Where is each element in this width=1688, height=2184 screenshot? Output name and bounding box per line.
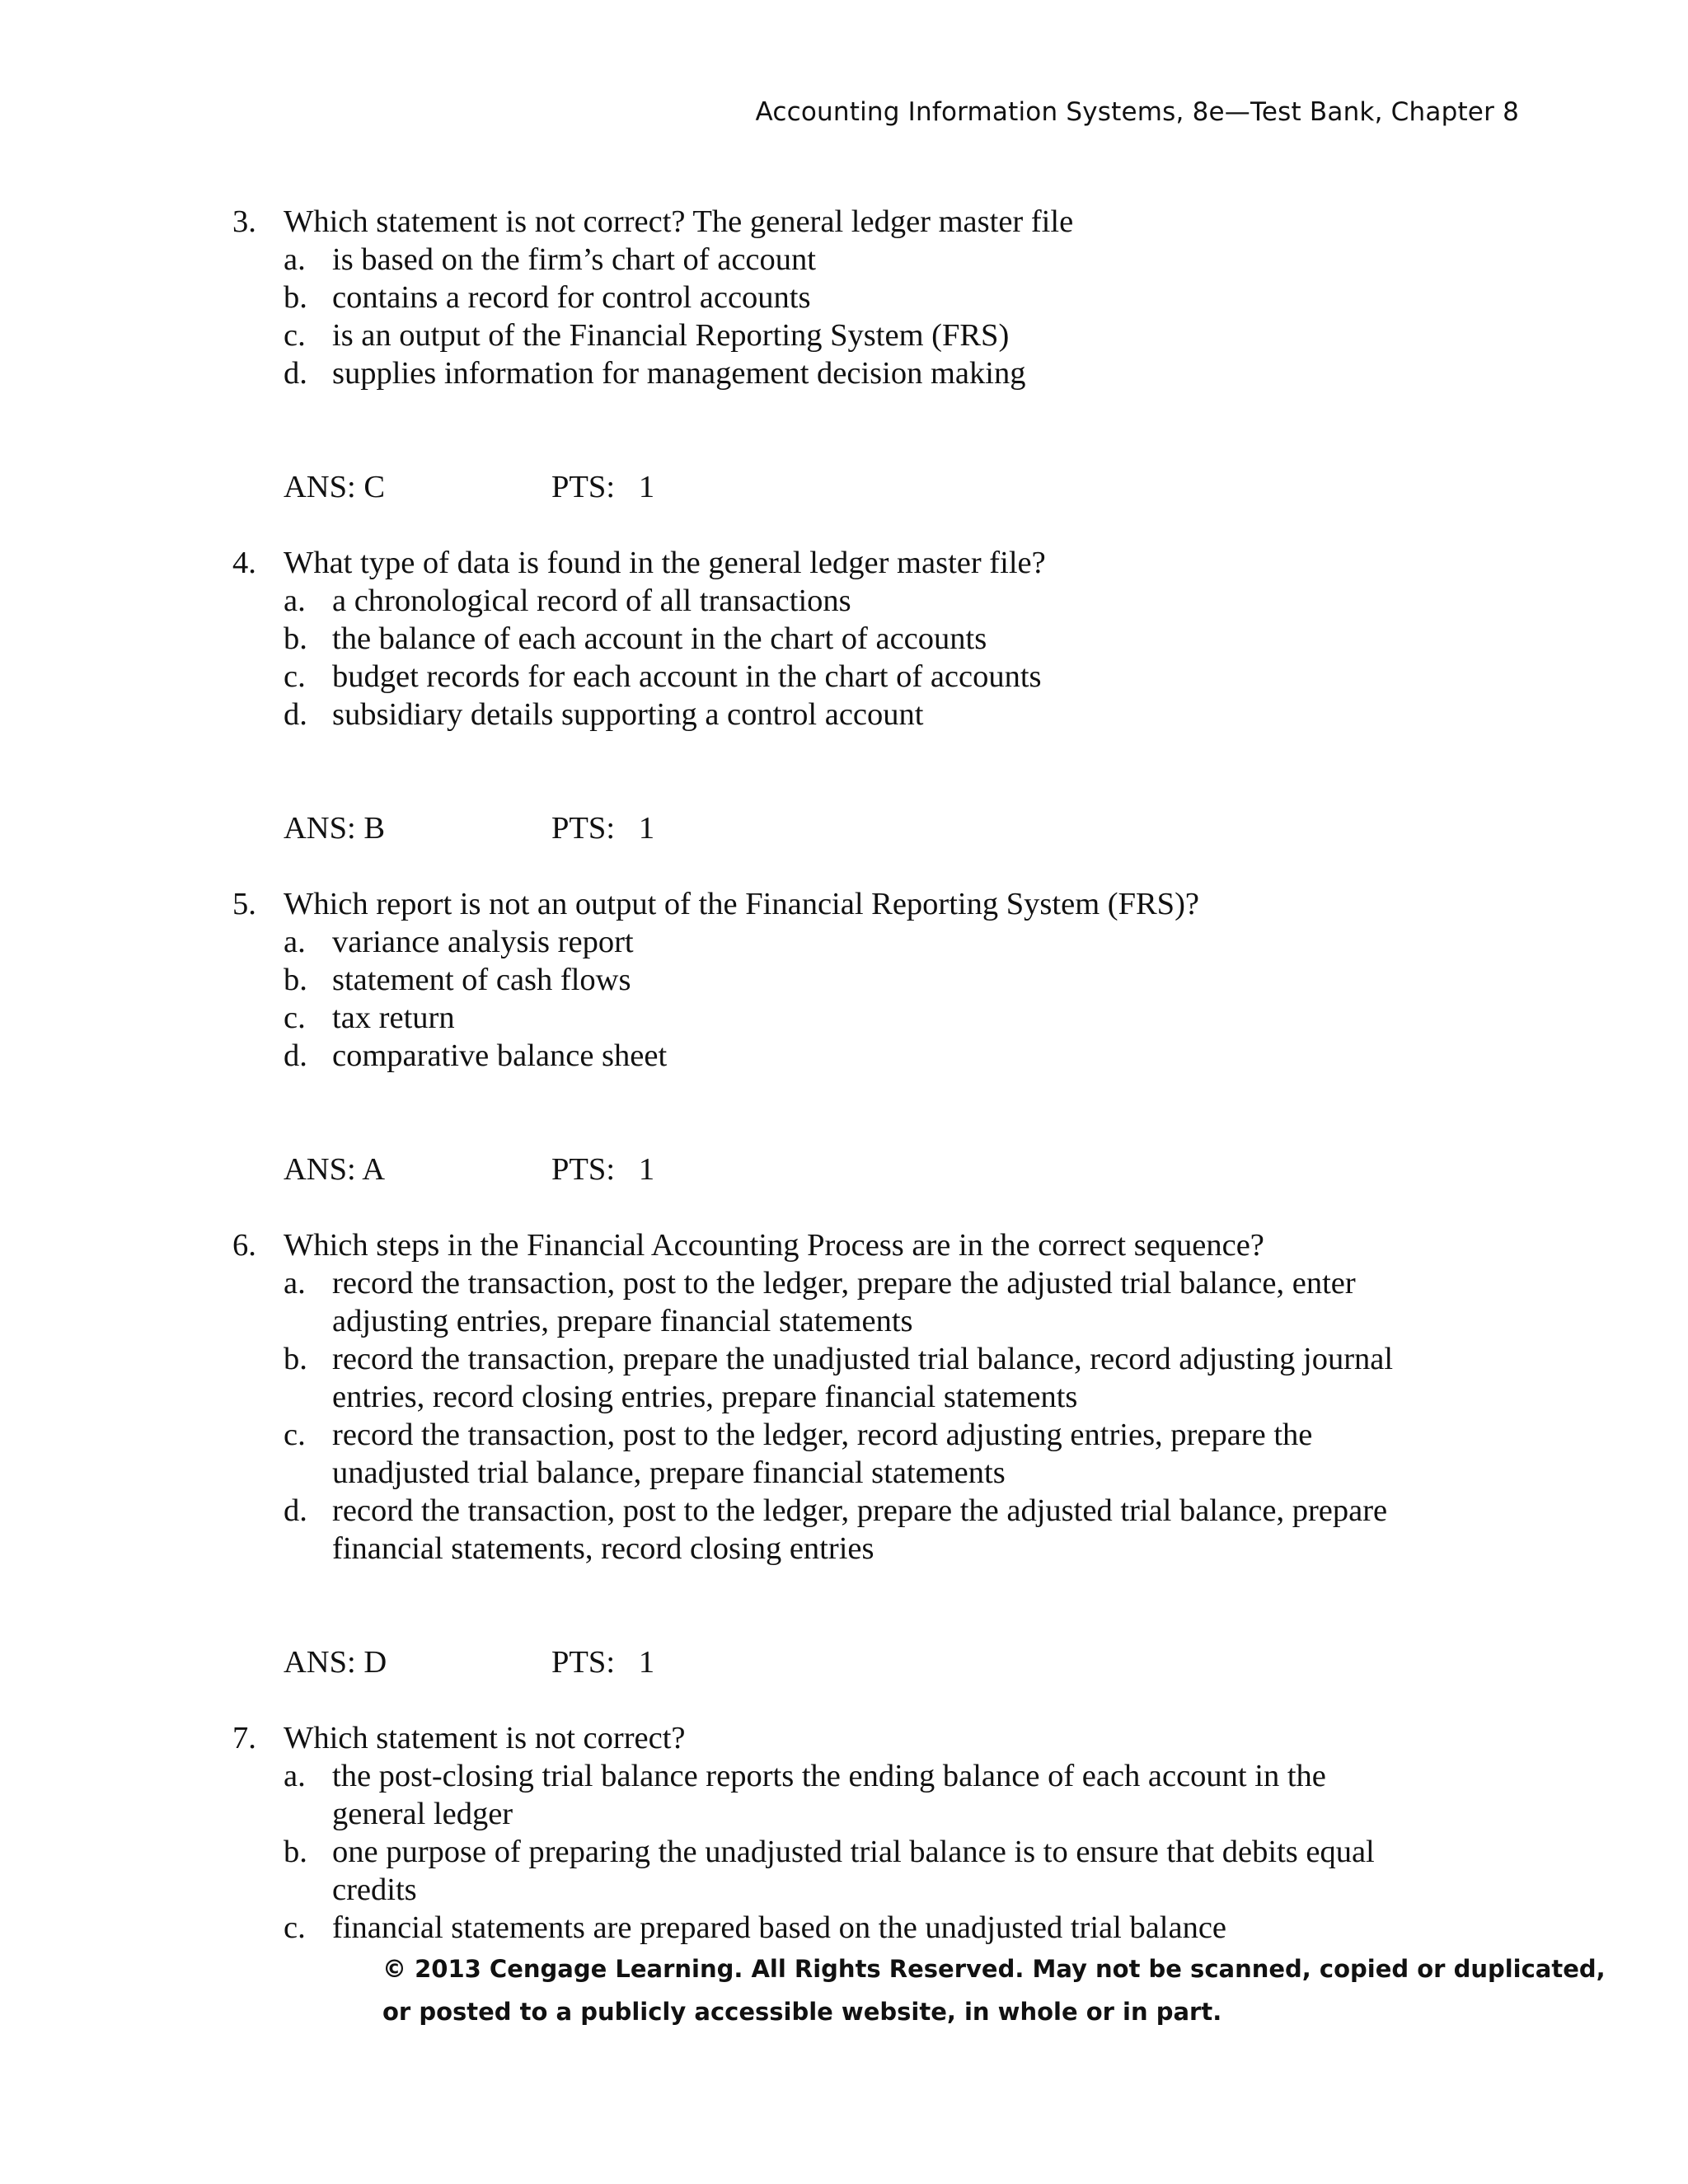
question-stem	[232, 885, 1518, 923]
question-number: 7.	[232, 1721, 256, 1755]
option-a	[284, 582, 1518, 620]
option-c	[284, 1909, 1518, 1947]
option-letter: c.	[284, 659, 306, 694]
spacer	[232, 1188, 1518, 1226]
question-4	[232, 544, 1518, 885]
option-letter: b.	[284, 1835, 307, 1869]
option-text: contains a record for control accounts	[332, 280, 811, 315]
option-text: record the transaction, post to the ledger, record adjusting entries, prepare the unadjusted trial balance, prepare financial statements	[332, 1418, 1313, 1490]
option-text: statement of cash flows	[332, 963, 631, 997]
option-a	[284, 923, 1518, 961]
points-label: PTS: 1	[551, 1152, 655, 1187]
answer-label: ANS: D	[284, 1645, 387, 1680]
option-b	[284, 1340, 1518, 1416]
answer-key	[284, 809, 1518, 847]
copyright-footer	[382, 1947, 1606, 2033]
question-text: Which statement is not correct?	[284, 1721, 686, 1755]
option-text: supplies information for management decision making	[332, 356, 1026, 391]
option-c	[284, 999, 1518, 1037]
option-letter: a.	[284, 583, 306, 618]
option-d	[284, 696, 1518, 733]
question-number: 5.	[232, 887, 256, 921]
answer-options	[284, 923, 1518, 1075]
option-letter: a.	[284, 925, 306, 959]
option-letter: a.	[284, 242, 306, 277]
points-label: PTS: 1	[551, 811, 655, 846]
question-list	[232, 203, 1518, 1947]
option-text: record the transaction, post to the ledger, prepare the adjusted trial balance, prepare financial statements, record closing entries	[332, 1493, 1388, 1566]
question-text: Which statement is not correct? The general ledger master file	[284, 204, 1074, 239]
option-text: variance analysis report	[332, 925, 634, 959]
question-stem	[232, 1719, 1518, 1757]
answer-key	[284, 1643, 1518, 1681]
option-text: subsidiary details supporting a control account	[332, 697, 924, 732]
answer-label: ANS: A	[284, 1152, 386, 1187]
answer-key	[284, 1151, 1518, 1188]
option-letter: a.	[284, 1759, 306, 1793]
answer-options	[284, 1757, 1518, 1947]
option-letter: d.	[284, 1493, 307, 1528]
question-stem	[232, 203, 1518, 241]
copyright-line-1: © 2013 Cengage Learning. All Rights Reserved. May not be scanned, copied or duplicated,	[382, 1955, 1606, 1983]
option-text: record the transaction, prepare the unadjusted trial balance, record adjusting journal entries, record closing entries, prepare financial statements	[332, 1342, 1394, 1414]
question-text: Which steps in the Financial Accounting Process are in the correct sequence?	[284, 1228, 1264, 1263]
option-text: the post-closing trial balance reports the ending balance of each account in the general ledger	[332, 1759, 1326, 1831]
spacer	[232, 1681, 1518, 1719]
option-text: record the transaction, post to the ledger, prepare the adjusted trial balance, enter adjusting entries, prepare financial statements	[332, 1266, 1356, 1338]
option-text: the balance of each account in the chart of accounts	[332, 621, 987, 656]
option-c	[284, 658, 1518, 696]
option-letter: b.	[284, 1342, 307, 1376]
question-number: 6.	[232, 1228, 256, 1263]
option-text: financial statements are prepared based on the unadjusted trial balance	[332, 1910, 1227, 1945]
question-6	[232, 1226, 1518, 1719]
option-b	[284, 279, 1518, 316]
option-letter: c.	[284, 1001, 306, 1035]
question-stem	[232, 1226, 1518, 1264]
option-letter: b.	[284, 963, 307, 997]
option-a	[284, 1757, 1518, 1833]
option-letter: b.	[284, 280, 307, 315]
question-7	[232, 1719, 1518, 1947]
option-c	[284, 1416, 1518, 1492]
option-letter: d.	[284, 356, 307, 391]
option-letter: d.	[284, 1038, 307, 1073]
option-b	[284, 1833, 1518, 1909]
option-text: comparative balance sheet	[332, 1038, 668, 1073]
option-d	[284, 354, 1518, 392]
question-text: Which report is not an output of the Financial Reporting System (FRS)?	[284, 887, 1199, 921]
answer-options	[284, 241, 1518, 392]
option-text: budget records for each account in the chart of accounts	[332, 659, 1042, 694]
option-letter: a.	[284, 1266, 306, 1301]
answer-options	[284, 582, 1518, 733]
answer-options	[284, 1264, 1518, 1568]
spacer	[232, 506, 1518, 544]
question-5	[232, 885, 1518, 1226]
option-b	[284, 620, 1518, 658]
answer-label: ANS: C	[284, 470, 386, 504]
option-text: one purpose of preparing the unadjusted trial balance is to ensure that debits equal credits	[332, 1835, 1375, 1907]
option-letter: c.	[284, 1910, 306, 1945]
option-b	[284, 961, 1518, 999]
option-a	[284, 1264, 1518, 1340]
option-c	[284, 316, 1518, 354]
option-letter: c.	[284, 1418, 306, 1452]
question-number: 4.	[232, 546, 256, 580]
question-3	[232, 203, 1518, 544]
page-header: Accounting Information Systems, 8e—Test Bank, Chapter 8	[755, 97, 1519, 127]
question-stem	[232, 544, 1518, 582]
option-letter: b.	[284, 621, 307, 656]
answer-label: ANS: B	[284, 811, 386, 846]
question-text: What type of data is found in the general ledger master file?	[284, 546, 1046, 580]
option-d	[284, 1492, 1518, 1568]
option-text: is an output of the Financial Reporting System (FRS)	[332, 318, 1010, 353]
option-letter: c.	[284, 318, 306, 353]
option-letter: d.	[284, 697, 307, 732]
option-text: tax return	[332, 1001, 455, 1035]
answer-key	[284, 468, 1518, 506]
spacer	[232, 847, 1518, 885]
option-a	[284, 241, 1518, 279]
question-number: 3.	[232, 204, 256, 239]
option-d	[284, 1037, 1518, 1075]
points-label: PTS: 1	[551, 1645, 655, 1680]
copyright-line-2: or posted to a publicly accessible website, in whole or in part.	[382, 1998, 1222, 2026]
option-text: is based on the firm’s chart of account	[332, 242, 816, 277]
option-text: a chronological record of all transactions	[332, 583, 851, 618]
points-label: PTS: 1	[551, 470, 655, 504]
